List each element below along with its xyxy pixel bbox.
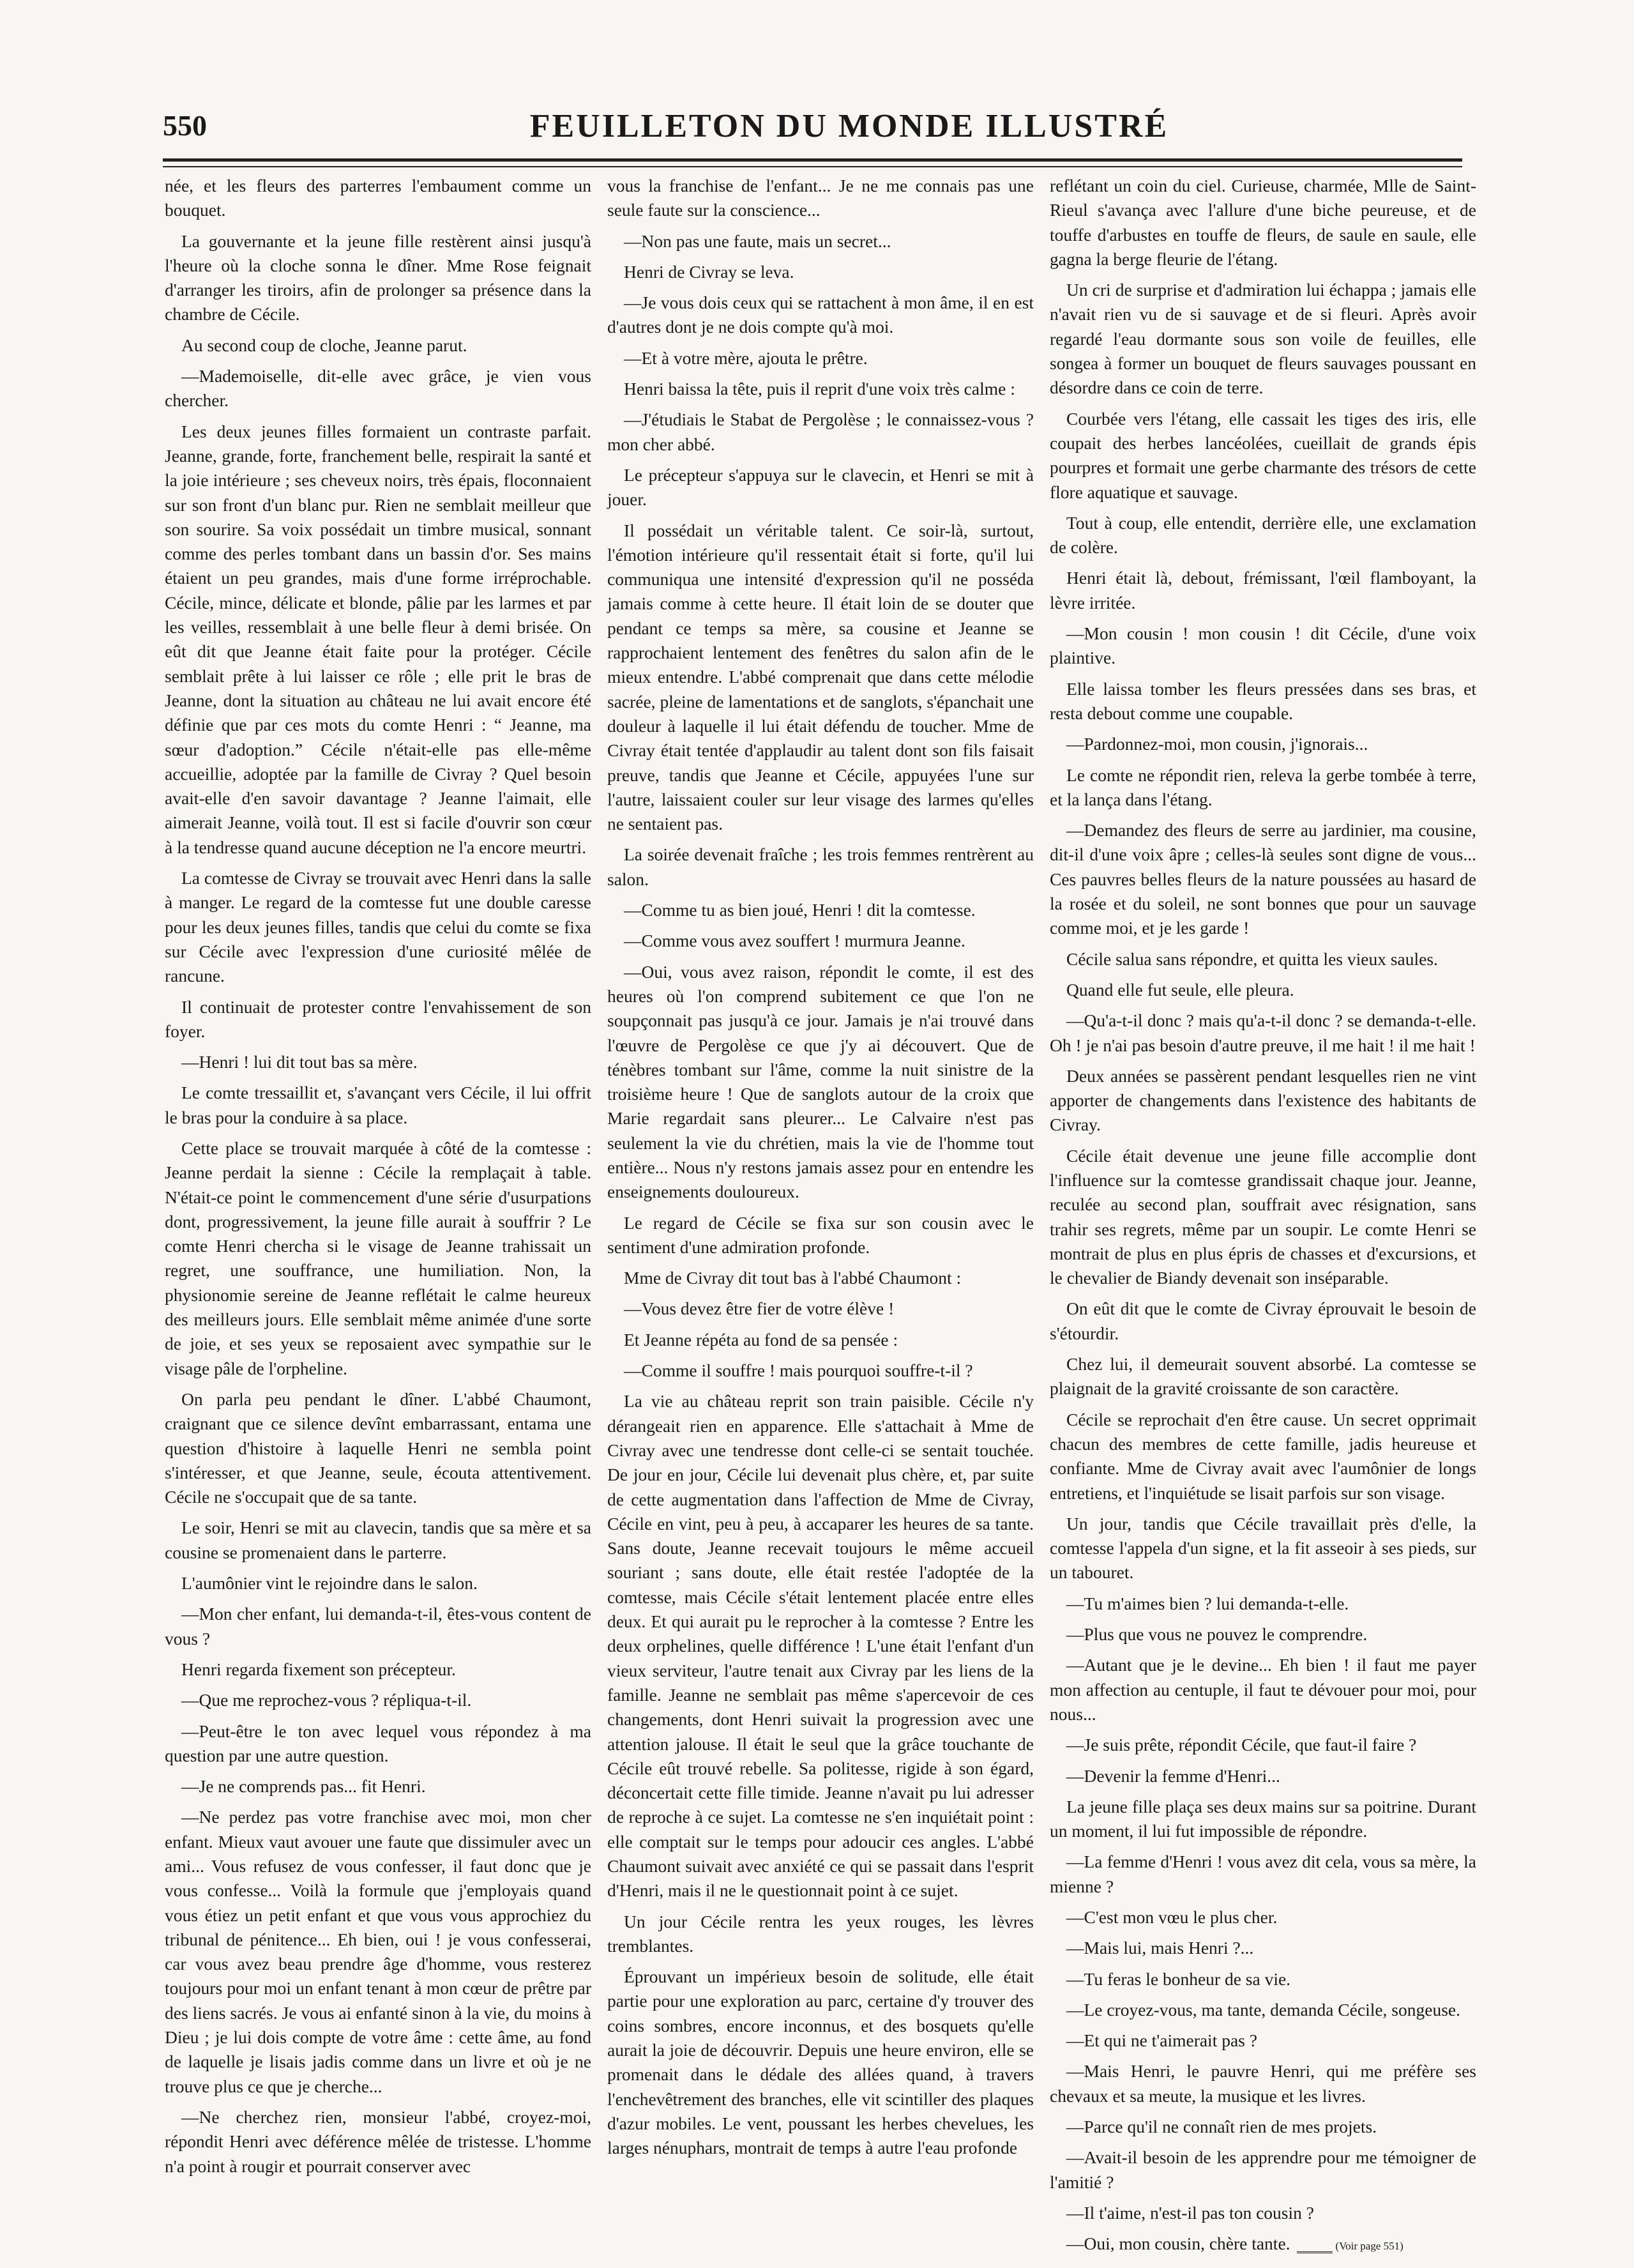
paragraph: La gouvernante et la jeune fille restèrent ainsi jusqu'à l'heure où la cloche sonna le dîner. Mme Rose feignait d'arranger les tiroirs, afin de prolonger sa présence dans la chambre de Cécile. [165,231,591,324]
paragraph: —Mon cher enfant, lui demanda-t-il, êtes-vous content de vous ? [165,1604,591,1648]
paragraph: Le regard de Cécile se fixa sur son cousin avec le sentiment d'une admiration profonde. [607,1212,1034,1257]
text-column-2 [607,174,1034,2237]
paragraph: —Il t'aime, n'est-il pas ton cousin ? [1066,2202,1314,2223]
paragraph: Un cri de surprise et d'admiration lui échappa ; jamais elle n'avait rien vu de si sauvage et de si fleuri. Après avoir regardé l'eau dormante sous son voile de feuilles, elle songea à former un bouquet de fleurs sauvages poussant en désordre dans ce coin de terre. [1050,280,1476,398]
paragraph: —Mademoiselle, dit-elle avec grâce, je vien vous chercher. [165,366,591,411]
paragraph: vous la franchise de l'enfant... Je ne me connais pas une seule faute sur la conscience... [607,176,1034,220]
paragraph: —Qu'a-t-il donc ? mais qu'a-t-il donc ? se demanda-t-elle. Oh ! je n'ai pas besoin d'autre preuve, il me hait ! il me hait ! [1050,1010,1476,1055]
paragraph: On eût dit que le comte de Civray éprouvait le besoin de s'étourdir. [1050,1298,1476,1343]
paragraph: Éprouvant un impérieux besoin de solitude, elle était partie pour une exploration au parc, certaine d'y trouver des coins sombres, encore inconnus, et des bosquets qu'elle aurait la joie de découvrir. Depuis une heure environ, elle se promenait dans le dédale des allées quand, à travers l'enchevêtrement des branches, elle vit scintiller des plaques d'azur mobiles. Le vent, poussant les herbes chevelues, les larges nénuphars, montrait de temps à autre l'eau profonde [607,1967,1034,2158]
running-title: FEUILLETON DU MONDE ILLUSTRÉ [529,108,1169,144]
paragraph: —Comme tu as bien joué, Henri ! dit la comtesse. [624,900,976,920]
paragraph: —Oui, mon cousin, chère tante. (Voir page 551) [1066,2234,1403,2254]
paragraph: —Devenir la femme d'Henri... [1066,1765,1280,1786]
paragraph: —Peut-être le ton avec lequel vous répondez à ma question par une autre question. [165,1721,591,1765]
paragraph: —Le croyez-vous, ma tante, demanda Cécile, songeuse. [1066,1999,1460,2020]
ornament-icon [1297,2237,1333,2253]
paragraph: Cécile était devenue une jeune fille accomplie dont l'influence sur la comtesse grandissait chaque jour. Jeanne, reculée au second plan, souffrait avec résignation, sans trahir ses regrets, même par un soupir. Le comte Henri se montrait de plus en plus épris de chasses et d'excursions, et le chevalier de Biandy devenait son inséparable. [1050,1145,1476,1288]
paragraph: —Autant que je le devine... Eh bien ! il faut me payer mon affection au centuple, il faut te dévouer pour moi, pour nous... [1050,1655,1476,1724]
paragraph: Mme de Civray dit tout bas à l'abbé Chaumont : [624,1268,962,1288]
paragraph: Cette place se trouvait marquée à côté de la comtesse : Jeanne perdait la sienne : Cécile la remplaçait à table. N'était-ce point le commencement d'une série d'usurpations dont, progressivement, la jeune fille aurait à souffrir ? Le comte Henri chercha si le visage de Jeanne trahissait un regret, une souffrance, une humiliation. Non, la physionomie sereine de Jeanne reflétait le calme heureux des meilleurs jours. Elle semblait même animée d'une sorte de joie, et ses yeux se reposaient avec sympathie sur le visage pâle de l'orpheline. [165,1138,591,1378]
paragraph: Henri était là, debout, frémissant, l'œil flamboyant, la lèvre irritée. [1050,568,1476,613]
paragraph: —Plus que vous ne pouvez le comprendre. [1066,1624,1368,1645]
paragraph: Un jour Cécile rentra les yeux rouges, les lèvres tremblantes. [607,1911,1034,1956]
paragraph: Le comte tressaillit et, s'avançant vers Cécile, il lui offrit le bras pour la conduire à sa place. [165,1083,591,1127]
paragraph: —C'est mon vœu le plus cher. [1066,1907,1278,1927]
paragraph: —Mais lui, mais Henri ?... [1066,1938,1254,1958]
paragraph: —Je suis prête, répondit Cécile, que faut-il faire ? [1066,1735,1417,1755]
paragraph: —Demandez des fleurs de serre au jardinier, ma cousine, dit-il d'une voix âpre ; celles-là seules sont digne de vous... Ces pauvres belles fleurs de la nature poussées au hasard de la rosée et du soleil, ne sont bonnes que pour un sauvage comme moi, et je les garde ! [1050,820,1476,938]
paragraph: Cécile salua sans répondre, et quitta les vieux saules. [1066,948,1438,969]
text-column-1 [165,174,591,2237]
paragraph: —Vous devez être fier de votre élève ! [624,1298,895,1319]
paragraph: —Tu feras le bonheur de sa vie. [1066,1968,1291,1989]
paragraph: Chez lui, il demeurait souvent absorbé. La comtesse se plaignait de la gravité croissante de son caractère. [1050,1354,1476,1399]
paragraph: —Je vous dois ceux qui se rattachent à mon âme, il en est d'autres dont je ne dois compte qu'à moi. [607,293,1034,337]
paragraph: La soirée devenait fraîche ; les trois femmes rentrèrent au salon. [607,844,1034,889]
paragraph: Le comte ne répondit rien, releva la gerbe tombée à terre, et la lança dans l'étang. [1050,765,1476,809]
continuation-note: (Voir page 551) [1335,2240,1403,2253]
paragraph: reflétant un coin du ciel. Curieuse, charmée, Mlle de Saint-Rieul s'avança avec l'allure d'une biche peureuse, et de touffe d'arbustes en touffe de fleurs, de saule en saule, elle gagna la berge fleurie de l'étang. [1050,176,1476,269]
page-header [163,107,1462,158]
paragraph: —Et qui ne t'aimerait pas ? [1066,2030,1257,2051]
paragraph: —Henri ! lui dit tout bas sa mère. [181,1052,418,1072]
paragraph: Un jour, tandis que Cécile travaillait près d'elle, la comtesse l'appela d'un signe, et la fit asseoir à ses pieds, sur un tabouret. [1050,1513,1476,1583]
paragraph: Il continuait de protester contre l'envahissement de son foyer. [165,996,591,1041]
paragraph: née, et les fleurs des parterres l'embaument comme un bouquet. [165,176,591,220]
paragraph: —La femme d'Henri ! vous avez dit cela, vous sa mère, la mienne ? [1050,1852,1476,1896]
paragraph: On parla peu pendant le dîner. L'abbé Chaumont, craignant que ce silence devînt embarrassant, entama une question d'histoire à laquelle Henri ne sembla point s'intéresser, et que Jeanne, seule, écouta attentivement. Cécile ne s'occupait que de sa tante. [165,1389,591,1507]
paragraph: —Ne cherchez rien, monsieur l'abbé, croyez-moi, répondit Henri avec déférence mêlée de tristesse. L'homme n'a point à rougir et pourrait conserver avec [165,2106,591,2176]
paragraph: —Que me reprochez-vous ? répliqua-t-il. [181,1690,472,1710]
paragraph: —Comme vous avez souffert ! murmura Jeanne. [624,931,965,951]
paragraph: —Et à votre mère, ajouta le prêtre. [624,347,868,368]
paragraph: —Mais Henri, le pauvre Henri, qui me préfère ses chevaux et sa meute, la musique et les livres. [1050,2061,1476,2106]
paragraph: Cécile se reprochait d'en être cause. Un secret opprimait chacun des membres de cette famille, jadis heureuse et confiante. Mme de Civray avait avec l'aumônier de longs entretiens, et l'inquiétude se lisait parfois sur son visage. [1050,1409,1476,1503]
paragraph: —Parce qu'il ne connaît rien de mes projets. [1066,2117,1377,2137]
paragraph: L'aumônier vint le rejoindre dans le salon. [181,1573,478,1594]
page-number: 550 [163,109,207,142]
paragraph: Le précepteur s'appuya sur le clavecin, et Henri se mit à jouer. [607,464,1034,510]
paragraph: La jeune fille plaça ses deux mains sur sa poitrine. Durant un moment, il lui fut impossible de répondre. [1050,1796,1476,1841]
paragraph: Au second coup de cloche, Jeanne parut. [181,335,467,355]
paragraph: La vie au château reprit son train paisible. Cécile n'y dérangeait rien en apparence. Elle s'attachait à Mme de Civray avec une tendresse dont celle-ci se sentait touchée. De jour en jour, Cécile lui devenait plus chère, et, par suite de cette augmentation dans l'affection de Mme de Civray, Cécile en vint, peu à peu, à accaparer les heures de sa tante. Sans doute, Jeanne recevait toujours le même accueil souriant ; sans doute, elle était restée l'adoptée de la comtesse, mais Cécile s'était lentement placée entre elles deux. Et qui aurait pu le reprocher à la comtesse ? Entre les deux orphelines, quelle différence ! L'une était l'enfant d'un vieux serviteur, l'autre tenait aux Civray par les liens de la famille. Jeanne ne semblait pas même s'apercevoir de ces changements, dont Henri suivait la progression avec une attention jalouse. Il était le seul que la grâce touchante de Cécile eût trouvé rebelle. Sa politesse, rigide à son égard, déconcertait cette fille timide. Jeanne n'avait pu lui adresser de reproche à ce sujet. La comtesse ne s'en inquiétait point : elle comptait sur le temps pour adoucir ces angles. L'abbé Chaumont suivait avec anxiété ce qui se passait dans l'esprit d'Henri, mais il ne le questionnait point à ce sujet. [607,1391,1034,1901]
paragraph: Deux années se passèrent pendant lesquelles rien ne vint apporter de changements dans l'existence des habitants de Civray. [1050,1065,1476,1135]
paragraph: —Tu m'aimes bien ? lui demanda-t-elle. [1066,1593,1349,1613]
paragraph: Henri baissa la tête, puis il reprit d'une voix très calme : [624,379,1015,399]
paragraph: —Oui, vous avez raison, répondit le comte, il est des heures où l'on comprend subitement ce que l'on ne soupçonnait pas jusqu'à ce jour. Jamais je n'ai trouvé dans l'œuvre de Pergolèse ce que j'y ai découvert. Que de ténèbres tombant sur l'âme, comme la nuit sinistre de la troisième heure ! Que de sanglots autour de la croix que Marie regardait sans pleurer... Le Calvaire n'est pas seulement la vie du chrétien, mais la vie de l'homme tout entière... Nous n'y restons jamais assez pour en entendre les enseignements douloureux. [607,961,1034,1202]
paragraph: Tout à coup, elle entendit, derrière elle, une exclamation de colère. [1050,512,1476,558]
paragraph: —Pardonnez-moi, mon cousin, j'ignorais... [1066,734,1368,754]
text-column-3 [1050,174,1476,2254]
paragraph: —Avait-il besoin de les apprendre pour me témoigner de l'amitié ? [1050,2147,1476,2192]
paragraph: Elle laissa tomber les fleurs pressées dans ses bras, et resta debout comme une coupable. [1050,678,1476,723]
paragraph: Il possédait un véritable talent. Ce soir-là, surtout, l'émotion intérieure qu'il ressentait était si forte, qu'il lui communiqua une intensité d'expression qu'il ne posséda jamais comme à cette heure. Il était loin de se douter que pendant ce temps sa mère, sa cousine et Jeanne se rapprochaient lentement des fenêtres du salon afin de le mieux entendre. L'abbé comprenait que dans cette mélodie sacrée, pleine de lamentations et de sanglots, s'épanchait une douleur à laquelle il lui était défendu de toucher. Mme de Civray était tentée d'applaudir au talent dont son fils faisait preuve, tandis que Jeanne et Cécile, appuyées l'une sur l'autre, laissaient couler sur leur visage des larmes qu'elles ne sentaient pas. [607,520,1034,834]
paragraph: Henri regarda fixement son précepteur. [181,1659,456,1679]
paragraph: —Comme il souffre ! mais pourquoi souffre-t-il ? [624,1360,973,1381]
paragraph: Courbée vers l'étang, elle cassait les tiges des iris, elle coupait des herbes lancéolées, cueillait de grands épis pourpres et formait une gerbe charmante des trésors de cette flore aquatique et sauvage. [1050,408,1476,502]
header-rule [163,158,1462,162]
paragraph: —Non pas une faute, mais un secret... [624,231,891,251]
paragraph: Quand elle fut seule, elle pleura. [1066,979,1294,1000]
paragraph: Et Jeanne répéta au fond de sa pensée : [624,1329,898,1350]
paragraph: —J'étudiais le Stabat de Pergolèse ; le connaissez-vous ? mon cher abbé. [607,409,1034,454]
paragraph: —Je ne comprends pas... fit Henri. [181,1776,426,1797]
header-rule-thin [163,166,1462,167]
paragraph: Henri de Civray se leva. [624,261,794,282]
paragraph: La comtesse de Civray se trouvait avec Henri dans la salle à manger. Le regard de la comtesse fut une double caresse pour les deux jeunes filles, tandis que celui du comte se fixa sur Cécile avec l'expression d'une curiosité mêlée de rancune. [165,868,591,986]
paragraph: —Ne perdez pas votre franchise avec moi, mon cher enfant. Mieux vaut avouer une faute que dissimuler avec un ami... Vous refusez de vous confesser, il faut donc que je vous confesse... Voilà la formule que j'employais quand vous étiez un petit enfant et que vous vous approchiez du tribunal de pénitence... Eh bien, oui ! je vous confesserai, car vous avez beau prendre âge d'homme, vous resterez toujours pour moi un enfant tenant à mon cœur de prêtre par des liens sacrés. Je vous ai enfanté sinon à la vie, du moins à Dieu ; je lui dois compte de votre âme : cette âme, au fond de laquelle je lisais jadis comme dans un livre et où je ne trouve plus ce que je cherche... [165,1807,591,2096]
paragraph: Le soir, Henri se mit au clavecin, tandis que sa mère et sa cousine se promenaient dans le parterre. [165,1518,591,1562]
paragraph: —Mon cousin ! mon cousin ! dit Cécile, d'une voix plaintive. [1050,623,1476,668]
paragraph: Les deux jeunes filles formaient un contraste parfait. Jeanne, grande, forte, franchement belle, respirait la santé et la joie intérieure ; ses cheveux noirs, très épais, floconnaient sur son front d'un blanc pur. Rien ne semblait meilleur que son sourire. Sa voix possédait un timbre musical, sonnant comme des perles tombant dans un bassin d'or. Ses mains étaient un peu grandes, mais d'une forme irréprochable. Cécile, mince, délicate et blonde, pâlie par les larmes et par les veilles, ressemblait à une belle fleur à demi brisée. On eût dit que Jeanne était faite pour la protéger. Cécile semblait prête à lui laisser ce rôle ; elle prit le bras de Jeanne, dont la situation au château ne lui avait encore été définie que par ces mots du comte Henri : “ Jeanne, ma sœur d'adoption.” Cécile n'était-elle pas elle-même accueillie, adoptée par la famille de Civray ? Quel besoin avait-elle d'en savoir davantage ? Jeanne l'aimait, elle aimerait Jeanne, voilà tout. Il est si facile d'ouvrir son cœur à la tendresse quand aucune déception ne l'a encore meurtri. [165,421,591,857]
